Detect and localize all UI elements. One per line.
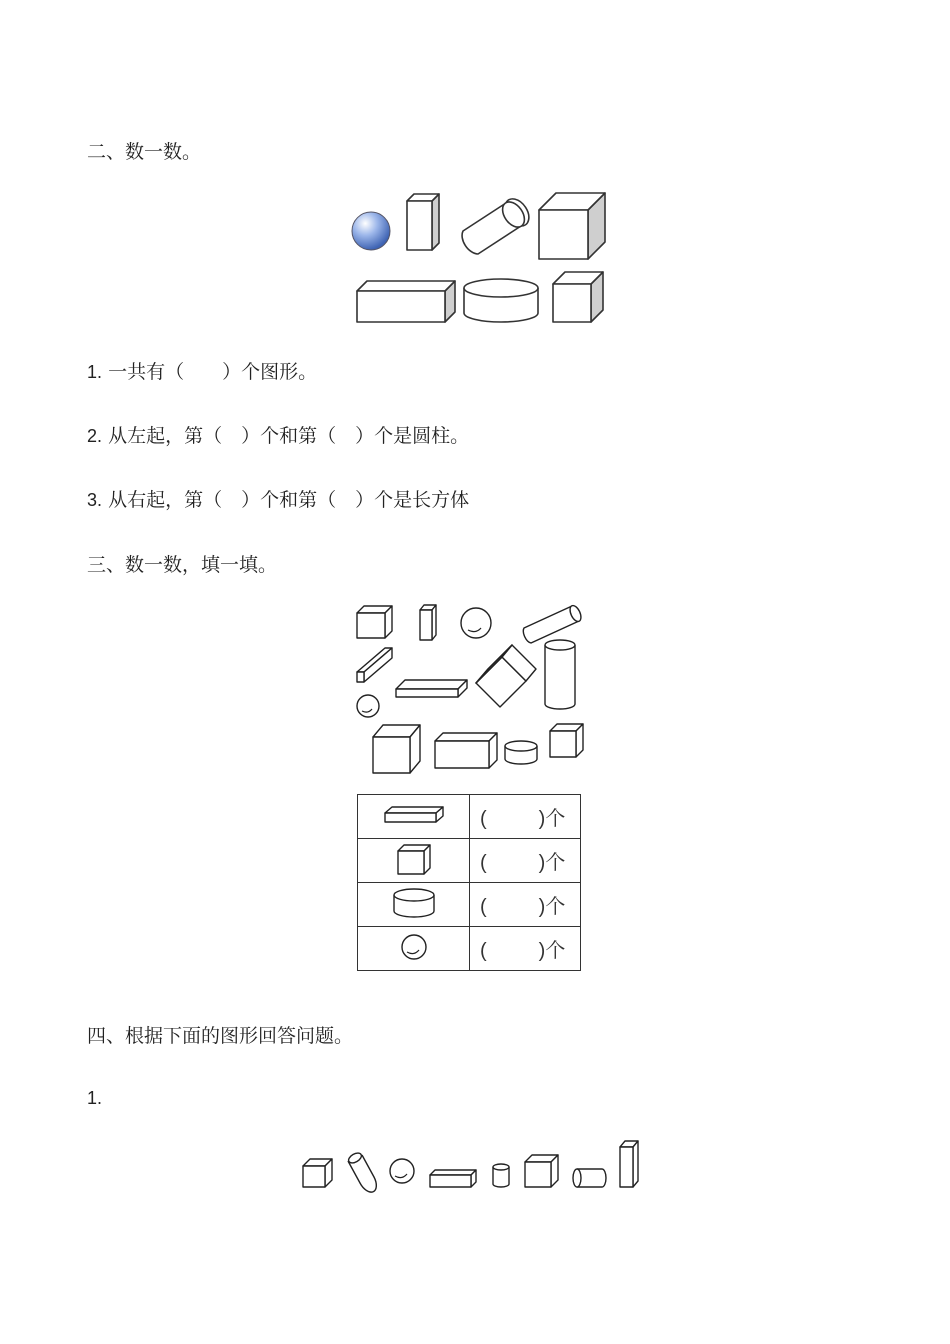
lying-cylinder-icon	[573, 1169, 606, 1187]
section-4-title: 四、根据下面的图形回答问题。	[87, 1025, 354, 1047]
sphere-icon	[399, 932, 429, 962]
answer-cell[interactable]: ( )个	[470, 795, 581, 839]
section-4-shapes-row	[298, 1135, 643, 1195]
table-shape-cell	[358, 795, 470, 839]
answer-cell[interactable]: ( )个	[470, 883, 581, 927]
section-2-title: 二、数一数。	[87, 141, 202, 163]
table-row	[358, 927, 581, 971]
table-row	[358, 883, 581, 927]
flat-cylinder-icon	[464, 279, 538, 322]
question-2-1	[87, 360, 317, 384]
cube-icon	[303, 1159, 332, 1187]
question-number: 2.	[87, 426, 103, 446]
cube-icon	[373, 725, 420, 773]
small-cylinder-icon	[493, 1164, 509, 1187]
sphere-icon	[357, 695, 379, 717]
tilted-cube-icon	[476, 645, 536, 707]
answer-cell[interactable]: ( )个	[470, 839, 581, 883]
count-table	[357, 794, 581, 971]
table-row	[358, 795, 581, 839]
section-3-title: 三、数一数，填一填。	[87, 554, 278, 576]
small-cube-icon	[550, 724, 583, 757]
question-number: 1.	[87, 362, 103, 382]
flat-cuboid-icon	[396, 680, 467, 697]
question-text: 一共有（ ）个图形。	[108, 361, 318, 383]
cuboid-icon	[382, 803, 446, 827]
small-cube-icon	[553, 272, 603, 322]
cube-icon	[525, 1155, 558, 1187]
sphere-icon	[461, 608, 491, 638]
section-2-shapes-figure	[345, 185, 615, 330]
table-shape-cell	[358, 883, 470, 927]
tall-cuboid-icon	[407, 194, 439, 250]
tilted-cylinder-icon	[462, 198, 529, 254]
cube-icon	[394, 842, 434, 876]
cuboid-icon	[430, 1170, 476, 1187]
question-text: 从左起，第（ ）个和第（ ）个是圆柱。	[108, 425, 470, 447]
sphere-icon	[390, 1159, 414, 1183]
upright-cylinder-icon	[545, 640, 575, 709]
tall-cuboid-icon	[420, 605, 436, 640]
question-4-1-number: 1.	[87, 1088, 103, 1108]
question-text: 从右起，第（ ）个和第（ ）个是长方体	[108, 489, 470, 511]
table-shape-cell	[358, 839, 470, 883]
long-cuboid-icon	[357, 281, 455, 322]
tall-cuboid-icon	[620, 1141, 638, 1187]
flat-cylinder-icon	[505, 741, 537, 764]
question-2-2	[87, 424, 469, 448]
table-row	[358, 839, 581, 883]
answer-cell[interactable]: ( )个	[470, 927, 581, 971]
tilted-cylinder-icon	[347, 1151, 376, 1192]
cuboid-icon	[435, 733, 497, 768]
section-3-shapes-figure	[350, 600, 590, 780]
question-2-3	[87, 488, 469, 512]
cylinder-icon	[391, 886, 437, 920]
question-number: 3.	[87, 490, 103, 510]
table-shape-cell	[358, 927, 470, 971]
sphere-icon	[352, 212, 390, 250]
tilted-cylinder-icon	[523, 604, 583, 643]
cube-icon	[539, 193, 605, 259]
stick-cuboid-icon	[357, 648, 392, 682]
cube-icon	[357, 606, 392, 638]
